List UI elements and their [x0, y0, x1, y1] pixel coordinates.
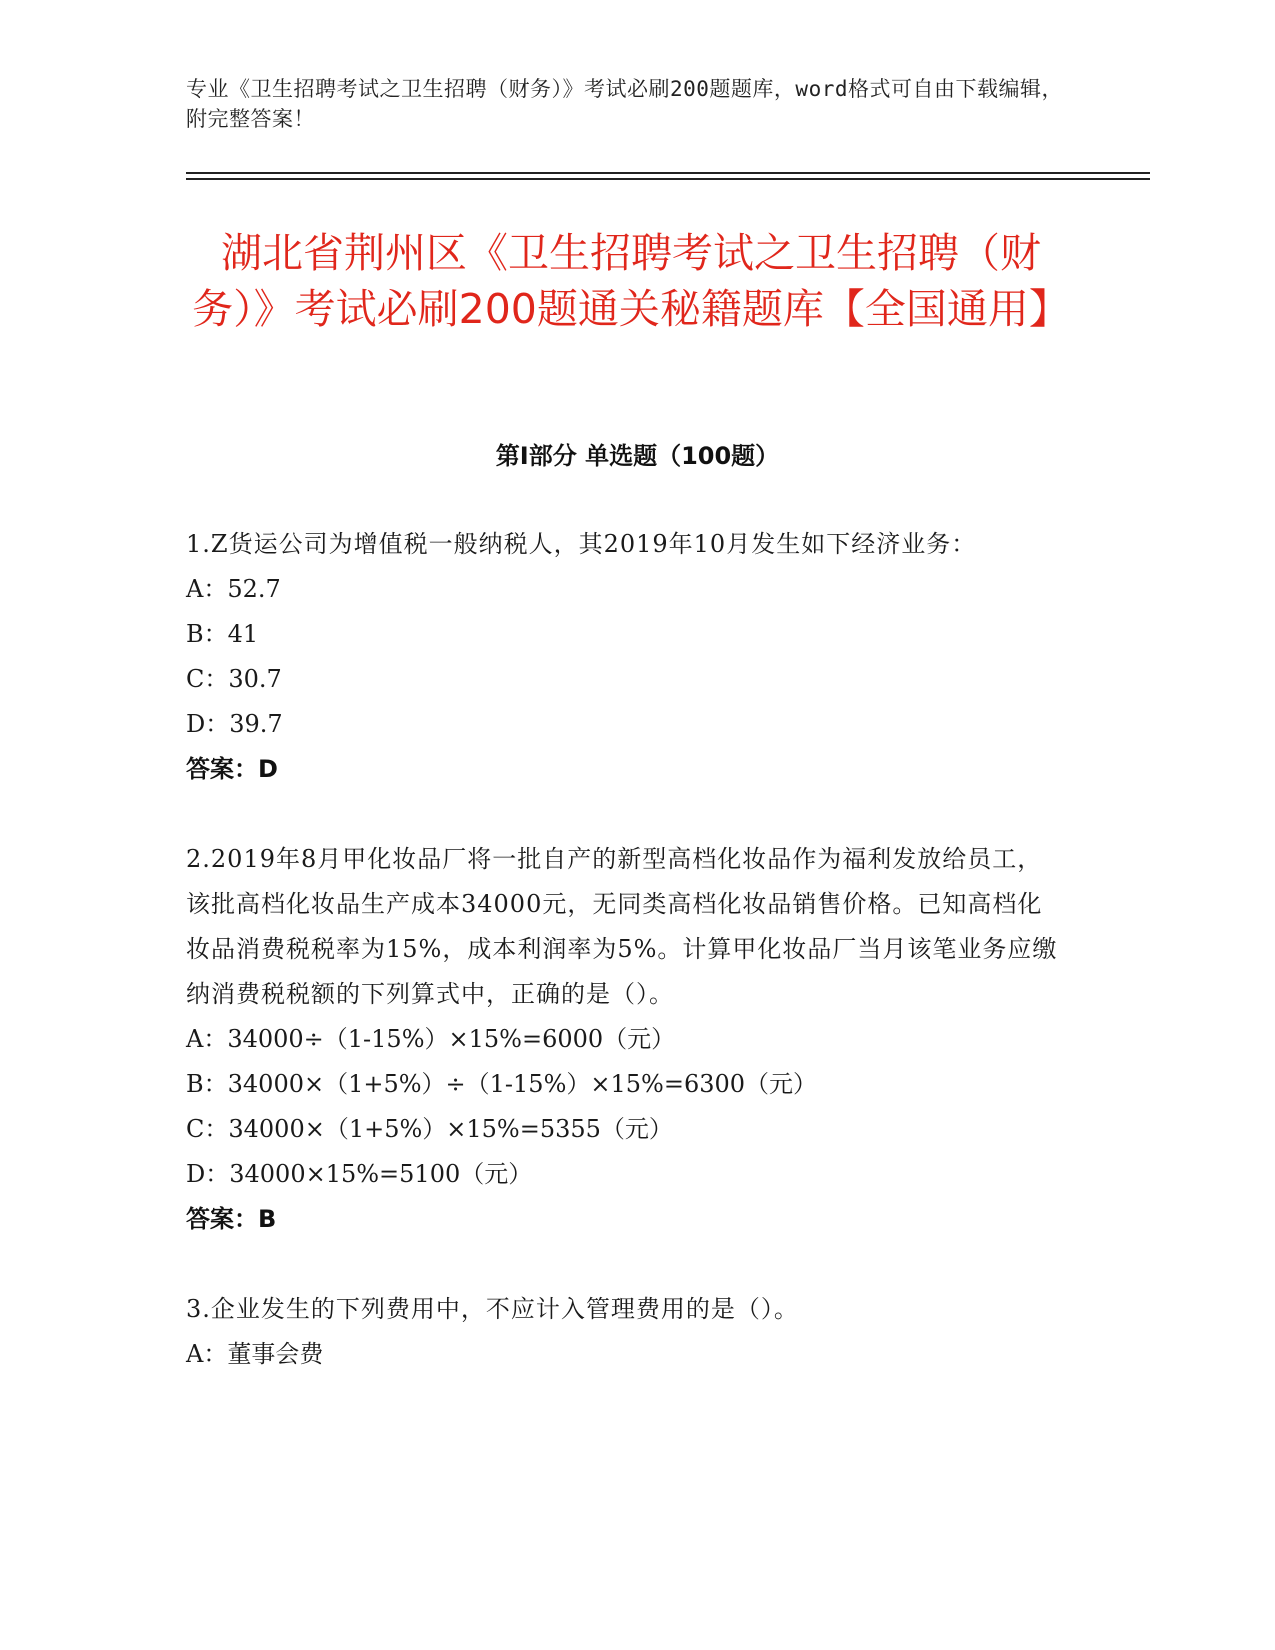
option-b: B：34000×（1+5%）÷（1-15%）×15%=6300（元）	[186, 1070, 818, 1098]
option-c: C：30.7	[186, 665, 282, 693]
question-2	[186, 837, 1066, 1242]
question-list	[186, 522, 1066, 1422]
option-a: A：董事会费	[186, 1340, 324, 1368]
answer-line: 答案：B	[186, 1205, 277, 1233]
option-b: B：41	[186, 620, 259, 648]
option-c: C：34000×（1+5%）×15%=5355（元）	[186, 1115, 673, 1143]
question-stem: 3.企业发生的下列费用中，不应计入管理费用的是（）。	[186, 1295, 799, 1323]
header-divider-bottom	[186, 178, 1150, 180]
section-heading: 第Ⅰ部分 单选题（100题）	[495, 442, 780, 470]
question-1	[186, 522, 1066, 792]
option-a: A：34000÷（1-15%）×15%=6000（元）	[186, 1025, 676, 1053]
question-stem: 1.Z货运公司为增值税一般纳税人，其2019年10月发生如下经济业务：	[186, 530, 977, 558]
header-note: 专业《卫生招聘考试之卫生招聘（财务）》考试必刷200题题库，word格式可自由下载编辑，附完整答案！	[186, 77, 1063, 131]
option-d: D：39.7	[186, 710, 283, 738]
option-a: A：52.7	[186, 575, 281, 603]
option-d: D：34000×15%=5100（元）	[186, 1160, 533, 1188]
answer-line: 答案：D	[186, 755, 278, 783]
header-divider-top	[186, 172, 1150, 174]
question-3	[186, 1287, 1066, 1377]
document-title: 湖北省荆州区《卫生招聘考试之卫生招聘（财务）》考试必刷200题通关秘籍题库【全国通用】	[192, 229, 1070, 333]
question-stem: 2.2019年8月甲化妆品厂将一批自产的新型高档化妆品作为福利发放给员工，该批高档化妆品生产成本34000元，无同类高档化妆品销售价格。已知高档化妆品消费税税率为15%，成本利润率为5%。计算甲化妆品厂当月该笔业务应缴纳消费税税额的下列算式中，正确的是（）。	[186, 845, 1058, 1008]
